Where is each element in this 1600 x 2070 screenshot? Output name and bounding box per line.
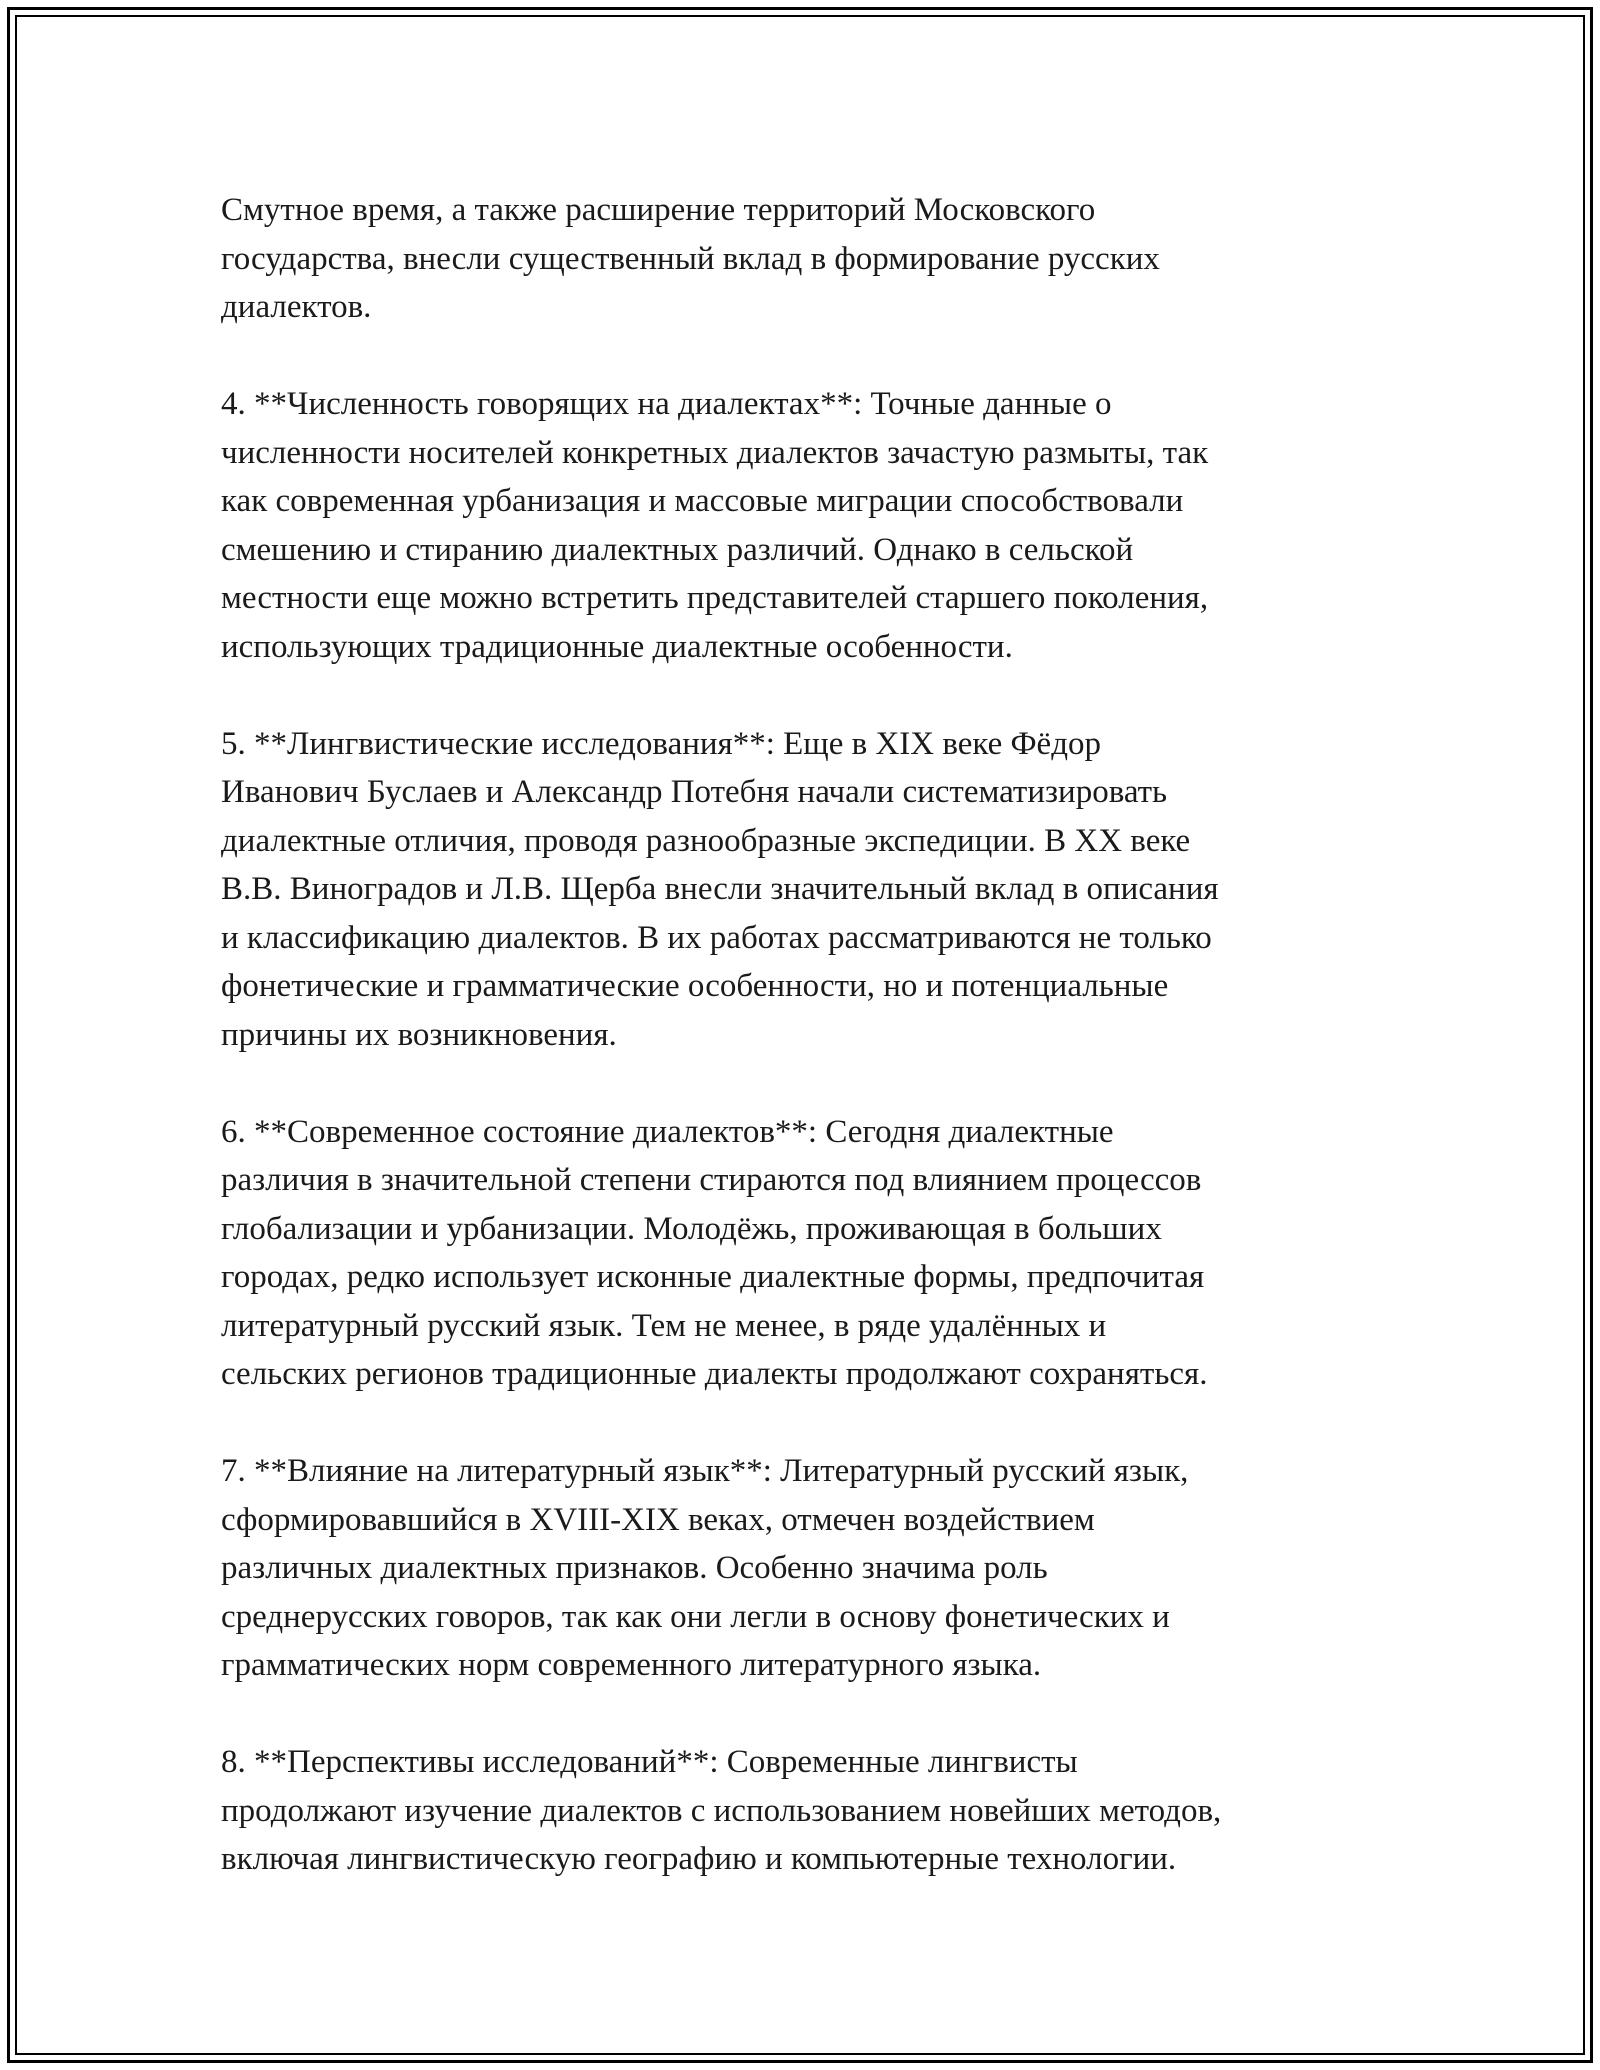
document-body bbox=[221, 186, 1381, 1884]
paragraph-current-state: 6. **Современное состояние диалектов**: Сегодня диалектные различия в значительной степени стираются под влиянием процессов глобализации и урбанизации. Молодёжь, проживающая в больших городах, редко использует исконные диалектные формы, предпочитая литературный русский язык. Тем не менее, в ряде удалённых и сельских регионов традиционные диалекты продолжают сохраняться. bbox=[221, 1113, 1208, 1392]
paragraph-linguistic-research: 5. **Лингвистические исследования**: Еще в XIX веке Фёдор Иванович Буслаев и Александр Потебня начали систематизировать диалектные отличия, проводя разнообразные экспедиции. В XX веке В.В. Виноградов и Л.В. Щерба внесли значительный вклад в описания и классификацию диалектов. В их работах рассматриваются не только фонетические и грамматические особенности, но и потенциальные причины их возникновения. bbox=[221, 725, 1219, 1053]
paragraph-speaker-count: 4. **Численность говорящих на диалектах**: Точные данные о численности носителей конкретных диалектов зачастую размыты, так как современная урбанизация и массовые миграции способствовали смешению и стиранию диалектных различий. Однако в сельской местности еще можно встретить представителей старшего поколения, использующих традиционные диалектные особенности. bbox=[221, 386, 1209, 665]
paragraph-intro: Смутное время, а также расширение территорий Московского государства, внесли существенный вклад в формирование русских диалектов. bbox=[221, 192, 1160, 325]
paragraph-research-prospects: 8. **Перспективы исследований**: Современные лингвисты продолжают изучение диалектов с использованием новейших методов, включая лингвистическую географию и компьютерные технологии. bbox=[221, 1744, 1222, 1877]
paragraph-literary-influence: 7. **Влияние на литературный язык**: Литературный русский язык, сформировавшийся в XVIII-XIX веках, отмечен воздействием различных диалектных признаков. Особенно значима роль среднерусских говоров, так как они легли в основу фонетических и грамматических норм современного литературного языка. bbox=[221, 1453, 1189, 1683]
